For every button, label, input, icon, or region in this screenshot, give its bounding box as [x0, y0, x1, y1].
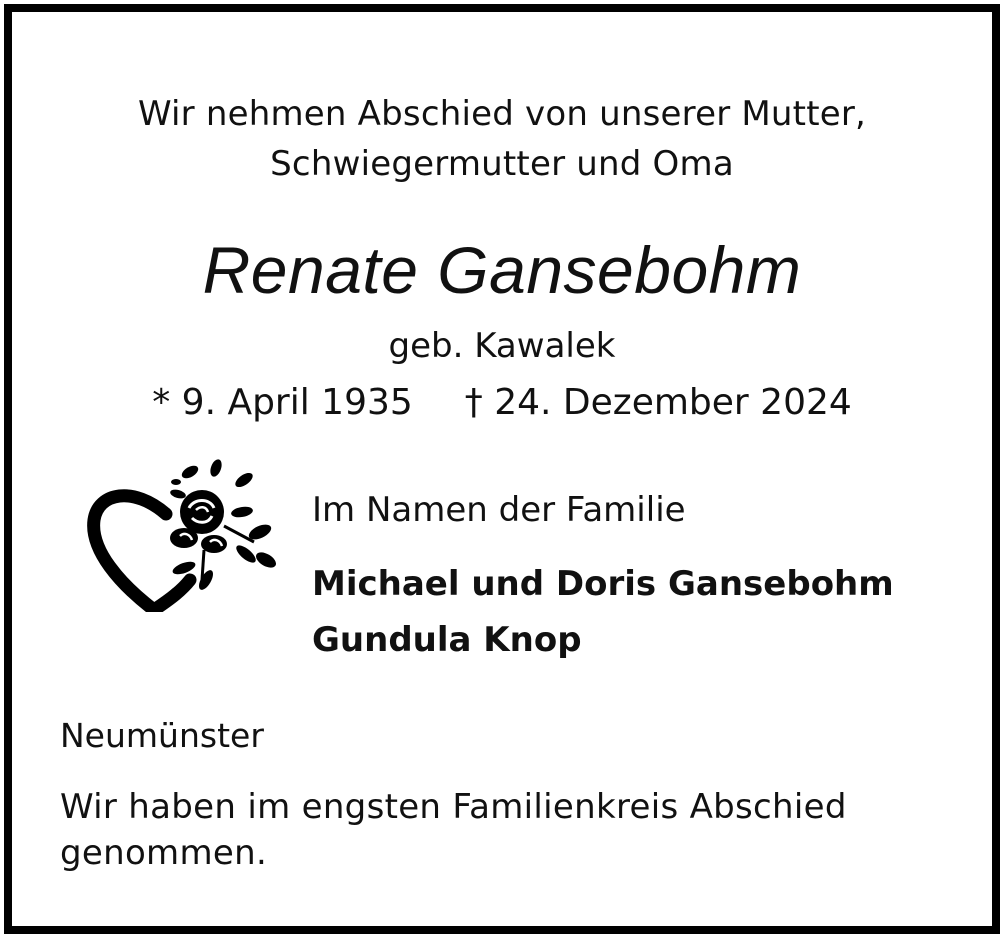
obituary-frame	[4, 4, 1000, 934]
farewell-note: Wir haben im engsten Familienkreis Abschied genommen.	[60, 787, 847, 873]
intro-line-2: Schwiegermutter und Oma	[270, 144, 734, 184]
life-dates	[12, 380, 992, 426]
intro-line-1: Wir nehmen Abschied von unserer Mutter,	[137, 94, 867, 134]
family-names	[312, 556, 894, 668]
family-name-line: Michael und Doris Gansebohm	[312, 564, 894, 604]
family-intro: Im Namen der Familie	[312, 490, 686, 530]
birth-date: * 9. April 1935	[152, 382, 413, 423]
place-name: Neumünster	[60, 716, 264, 755]
family-name-line: Gundula Knop	[312, 620, 582, 660]
heart-with-rose-icon	[84, 450, 280, 612]
death-date: † 24. Dezember 2024	[464, 382, 852, 423]
deceased-name: Renate Gansebohm	[202, 233, 802, 307]
maiden-name: geb. Kawalek	[388, 326, 616, 366]
